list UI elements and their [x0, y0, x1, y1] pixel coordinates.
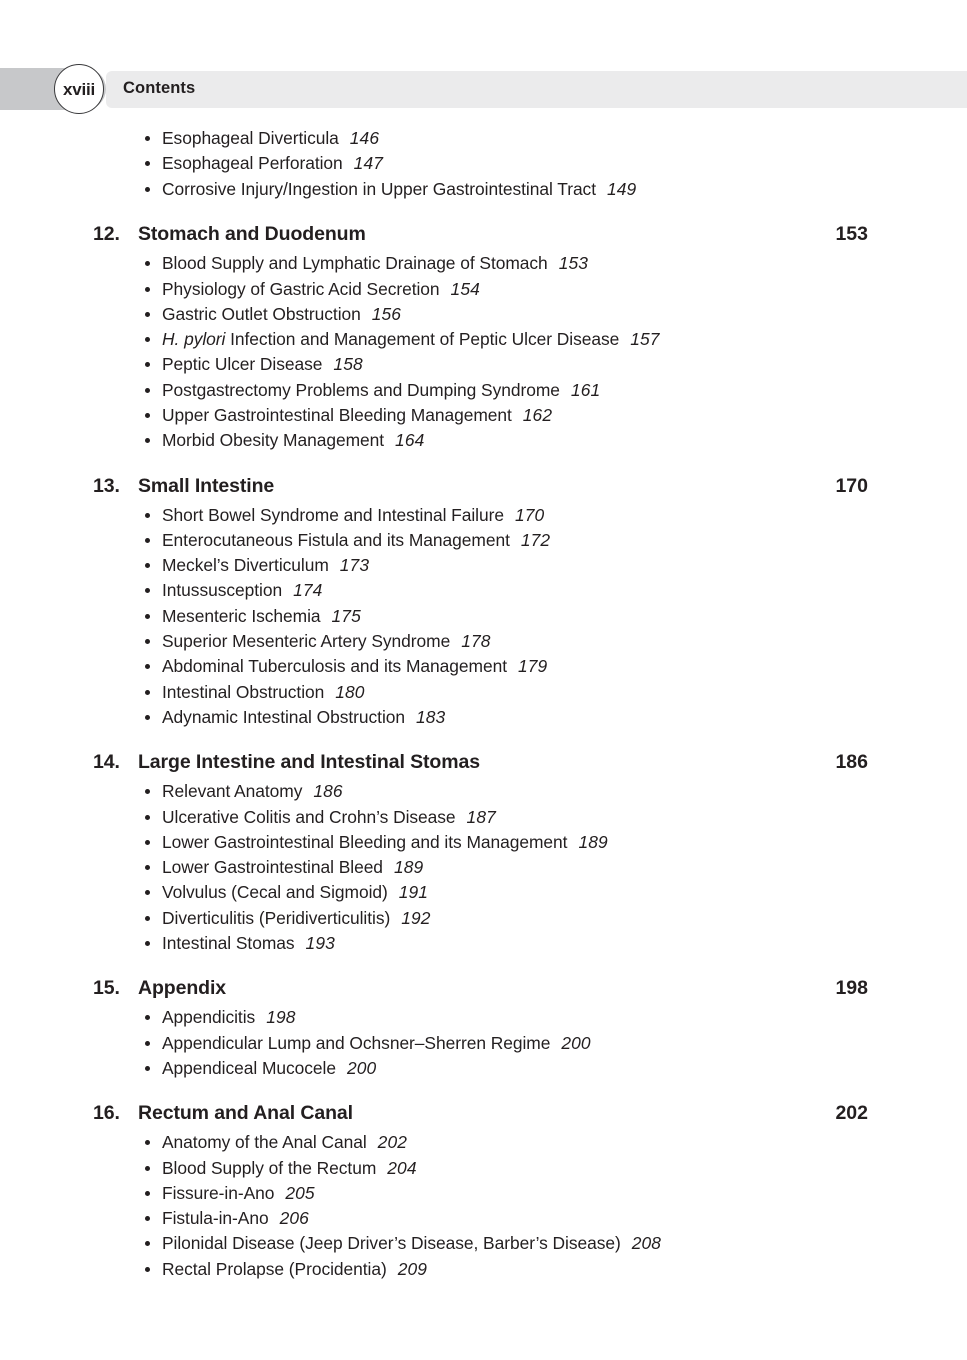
toc-entry[interactable] [0, 880, 967, 905]
chapter-title: Small Intestine [138, 474, 275, 497]
bullet-icon [145, 337, 150, 342]
page-running-header [0, 68, 967, 110]
toc-entry-label: Lower Gastrointestinal Bleed [162, 857, 383, 878]
toc-entry-label: Postgastrectomy Problems and Dumping Syndrome [162, 379, 560, 400]
chapter-number: 13. [93, 474, 120, 497]
toc-entry[interactable] [0, 251, 967, 276]
chapter-page-number: 153 [835, 223, 868, 246]
toc-entry-page-number: 189 [578, 831, 608, 852]
chapter-group [0, 202, 967, 453]
toc-entry[interactable] [0, 629, 967, 654]
toc-entry[interactable] [0, 1156, 967, 1181]
bullet-icon [145, 1041, 150, 1046]
toc-entry[interactable] [0, 1056, 967, 1081]
toc-entry[interactable] [0, 503, 967, 528]
toc-entry[interactable] [0, 830, 967, 855]
toc-entry-label: Upper Gastrointestinal Bleeding Management [162, 405, 512, 425]
toc-entry-label: Meckel’s Diverticulum [162, 555, 329, 576]
toc-entry-page-number: 200 [561, 1032, 591, 1053]
toc-entry-label: Pilonidal Disease (Jeep Driver’s Disease, Barber’s Disease) [162, 1233, 621, 1254]
toc-entry-page-number: 187 [466, 806, 496, 827]
toc-entry-page-number: 191 [398, 882, 429, 903]
toc-entry-page-number: 198 [266, 1007, 296, 1028]
toc-entry-page-number: 157 [630, 329, 660, 350]
header-light-bar [106, 71, 967, 108]
bullet-icon [145, 1191, 150, 1196]
toc-entry-page-number: 149 [607, 178, 637, 199]
chapter-number: 15. [93, 977, 120, 1000]
bullet-icon [145, 815, 150, 820]
chapter-heading[interactable] [0, 202, 967, 251]
toc-entry[interactable] [0, 906, 967, 931]
toc-entry[interactable] [0, 1206, 967, 1231]
toc-entry-page-number: 178 [461, 631, 491, 652]
toc-entry-page-number: 153 [558, 253, 589, 274]
bullet-icon [145, 588, 150, 593]
bullet-icon [145, 1015, 150, 1020]
toc-entry[interactable] [0, 277, 967, 302]
toc-entry-page-number: 180 [335, 681, 365, 702]
toc-entry-label: Corrosive Injury/Ingestion in Upper Gastrointestinal Tract [162, 178, 596, 199]
bullet-icon [145, 261, 150, 266]
chapter-title: Stomach and Duodenum [138, 223, 366, 246]
chapter-page-number: 186 [835, 751, 868, 774]
toc-entry-page-number: 174 [293, 580, 323, 601]
chapter-page-number: 198 [835, 977, 868, 1000]
chapter-entry-list [0, 1005, 967, 1081]
toc-entry-label: Lower Gastrointestinal Bleeding and its Management [162, 831, 568, 852]
bullet-icon [145, 161, 150, 166]
chapter-group [0, 1081, 967, 1282]
toc-entry-label: Diverticulitis (Peridiverticulitis) [162, 907, 391, 928]
bullet-icon [145, 941, 150, 946]
chapter-entry-list [0, 126, 967, 202]
toc-entry-label: Short Bowel Syndrome and Intestinal Failure [162, 504, 504, 525]
chapter-number: 16. [93, 1102, 120, 1125]
toc-entry-page-number: 189 [393, 857, 424, 878]
toc-entry-page-number: 164 [395, 430, 425, 451]
bullet-icon [145, 312, 150, 317]
toc-entry[interactable] [0, 403, 967, 428]
toc-entry-page-number: 204 [387, 1157, 417, 1178]
toc-entry-italic-term: H. pylori [162, 329, 226, 350]
toc-entry-page-number: 205 [285, 1182, 315, 1203]
toc-entry[interactable] [0, 705, 967, 730]
toc-entry[interactable] [0, 378, 967, 403]
bullet-icon [145, 187, 150, 192]
toc-entry-page-number: 200 [347, 1057, 377, 1078]
toc-entry[interactable] [0, 327, 967, 352]
bullet-icon [145, 664, 150, 669]
bullet-icon [145, 538, 150, 543]
toc-entry[interactable] [0, 1031, 967, 1056]
toc-entry-page-number: 172 [520, 529, 551, 550]
toc-entry-page-number: 173 [339, 555, 370, 576]
chapter-group [0, 454, 967, 731]
bullet-icon [145, 1241, 150, 1246]
chapter-group [0, 956, 967, 1081]
toc-entry[interactable] [0, 654, 967, 679]
toc-entry-page-number: 179 [518, 656, 548, 677]
toc-entry-page-number: 209 [397, 1258, 428, 1279]
bullet-icon [145, 1166, 150, 1171]
toc-entry-label: Esophageal Diverticula [162, 128, 339, 148]
toc-entry-page-number: 186 [313, 781, 343, 802]
toc-entry[interactable] [0, 578, 967, 603]
toc-entry-label: Rectal Prolapse (Procidentia) [162, 1258, 387, 1279]
toc-entry-label: Fissure-in-Ano [162, 1182, 275, 1203]
page-number-badge [54, 64, 104, 114]
toc-entry-page-number: 156 [371, 303, 402, 324]
toc-entry-label: Volvulus (Cecal and Sigmoid) [162, 882, 388, 903]
toc-entry-label: Adynamic Intestinal Obstruction [162, 706, 405, 727]
chapter-page-number: 202 [835, 1102, 868, 1125]
bullet-icon [145, 890, 150, 895]
chapter-heading[interactable] [0, 1081, 967, 1130]
toc-entry-label: Fistula-in-Ano [162, 1208, 269, 1229]
chapter-heading[interactable] [0, 956, 967, 1005]
bullet-icon [145, 413, 150, 418]
bullet-icon [145, 1216, 150, 1221]
chapter-entry-list [0, 251, 967, 453]
continued-entries-group [0, 126, 967, 202]
toc-entry-label: Esophageal Perforation [162, 153, 343, 174]
toc-entry-label: Ulcerative Colitis and Crohn’s Disease [162, 806, 456, 827]
toc-entry-label: Gastric Outlet Obstruction [162, 303, 361, 324]
toc-entry-label: Superior Mesenteric Artery Syndrome [162, 631, 451, 652]
table-of-contents [0, 126, 967, 1282]
toc-entry[interactable] [0, 151, 967, 176]
chapter-title: Appendix [138, 977, 227, 1000]
toc-entry-page-number: 147 [353, 153, 383, 174]
toc-entry-label: Intestinal Stomas [162, 933, 295, 954]
toc-entry[interactable] [0, 1130, 967, 1155]
bullet-icon [145, 1066, 150, 1071]
toc-entry[interactable] [0, 302, 967, 327]
toc-entry-page-number: 183 [416, 706, 446, 727]
toc-entry[interactable] [0, 553, 967, 578]
toc-entry-label: Appendiceal Mucocele [162, 1057, 336, 1078]
bullet-icon [145, 614, 150, 619]
toc-entry[interactable] [0, 352, 967, 377]
toc-entry-label: Relevant Anatomy [162, 781, 303, 802]
bullet-icon [145, 287, 150, 292]
toc-entry[interactable] [0, 1181, 967, 1206]
bullet-icon [145, 916, 150, 921]
toc-entry[interactable] [0, 1257, 967, 1282]
bullet-icon [145, 563, 150, 568]
bullet-icon [145, 840, 150, 845]
toc-entry-label: Blood Supply and Lymphatic Drainage of Stomach [162, 253, 548, 274]
toc-entry-label: Physiology of Gastric Acid Secretion [162, 278, 440, 299]
toc-entry-label: Blood Supply of the Rectum [162, 1157, 377, 1178]
bullet-icon [145, 438, 150, 443]
toc-entry[interactable] [0, 177, 967, 202]
bullet-icon [145, 1267, 150, 1272]
toc-entry[interactable] [0, 931, 967, 956]
toc-entry-page-number: 202 [377, 1132, 407, 1153]
toc-entry-page-number: 161 [570, 379, 601, 400]
bullet-icon [145, 136, 150, 141]
bullet-icon [145, 513, 150, 518]
toc-entry[interactable] [0, 1005, 967, 1030]
chapter-heading[interactable] [0, 454, 967, 503]
chapter-title: Large Intestine and Intestinal Stomas [138, 751, 480, 774]
chapter-heading[interactable] [0, 730, 967, 779]
chapter-entry-list [0, 503, 967, 731]
chapter-group [0, 730, 967, 956]
toc-entry[interactable] [0, 855, 967, 880]
toc-entry-label: Infection and Management of Peptic Ulcer Disease [225, 329, 620, 350]
toc-entry-page-number: 175 [331, 605, 361, 626]
toc-entry-page-number: 170 [514, 504, 545, 525]
toc-entry-label: Intussusception [162, 580, 283, 601]
bullet-icon [145, 690, 150, 695]
chapter-number: 12. [93, 223, 120, 246]
toc-entry-page-number: 208 [631, 1233, 662, 1254]
toc-entry[interactable] [0, 604, 967, 629]
toc-entry[interactable] [0, 126, 967, 151]
toc-entry[interactable] [0, 428, 967, 453]
chapter-page-number: 170 [835, 474, 868, 497]
toc-entry[interactable] [0, 805, 967, 830]
bullet-icon [145, 639, 150, 644]
bullet-icon [145, 362, 150, 367]
chapter-number: 14. [93, 751, 120, 774]
chapter-title: Rectum and Anal Canal [138, 1102, 353, 1125]
toc-entry-page-number: 193 [305, 933, 335, 954]
toc-entry-label: Anatomy of the Anal Canal [162, 1132, 367, 1153]
toc-entry-page-number: 162 [522, 405, 553, 425]
header-title: Contents [123, 79, 196, 97]
bullet-icon [145, 865, 150, 870]
toc-entry-page-number: 192 [401, 907, 431, 928]
toc-entry-label: Appendicitis [162, 1007, 256, 1028]
toc-entry[interactable] [0, 680, 967, 705]
chapter-entry-list [0, 1130, 967, 1282]
toc-entry-page-number: 158 [333, 354, 363, 375]
toc-entry-label: Peptic Ulcer Disease [162, 354, 323, 375]
toc-entry-label: Abdominal Tuberculosis and its Management [162, 656, 507, 677]
bullet-icon [145, 789, 150, 794]
toc-entry-page-number: 154 [450, 278, 480, 299]
bullet-icon [145, 1140, 150, 1145]
toc-entry[interactable] [0, 779, 967, 804]
bullet-icon [145, 388, 150, 393]
toc-entry-label: Mesenteric Ischemia [162, 605, 321, 626]
bullet-icon [145, 715, 150, 720]
page-number-label: xviii [62, 79, 96, 99]
toc-entry-label: Intestinal Obstruction [162, 681, 325, 702]
toc-entry-page-number: 206 [279, 1208, 309, 1229]
toc-entry-label: Enterocutaneous Fistula and its Management [162, 529, 510, 550]
toc-entry[interactable] [0, 1231, 967, 1256]
toc-entry-label: Appendicular Lump and Ochsner–Sherren Regime [162, 1032, 551, 1053]
chapter-entry-list [0, 779, 967, 956]
toc-entry-label: Morbid Obesity Management [162, 430, 385, 451]
toc-entry[interactable] [0, 528, 967, 553]
toc-entry-page-number: 146 [349, 128, 380, 148]
